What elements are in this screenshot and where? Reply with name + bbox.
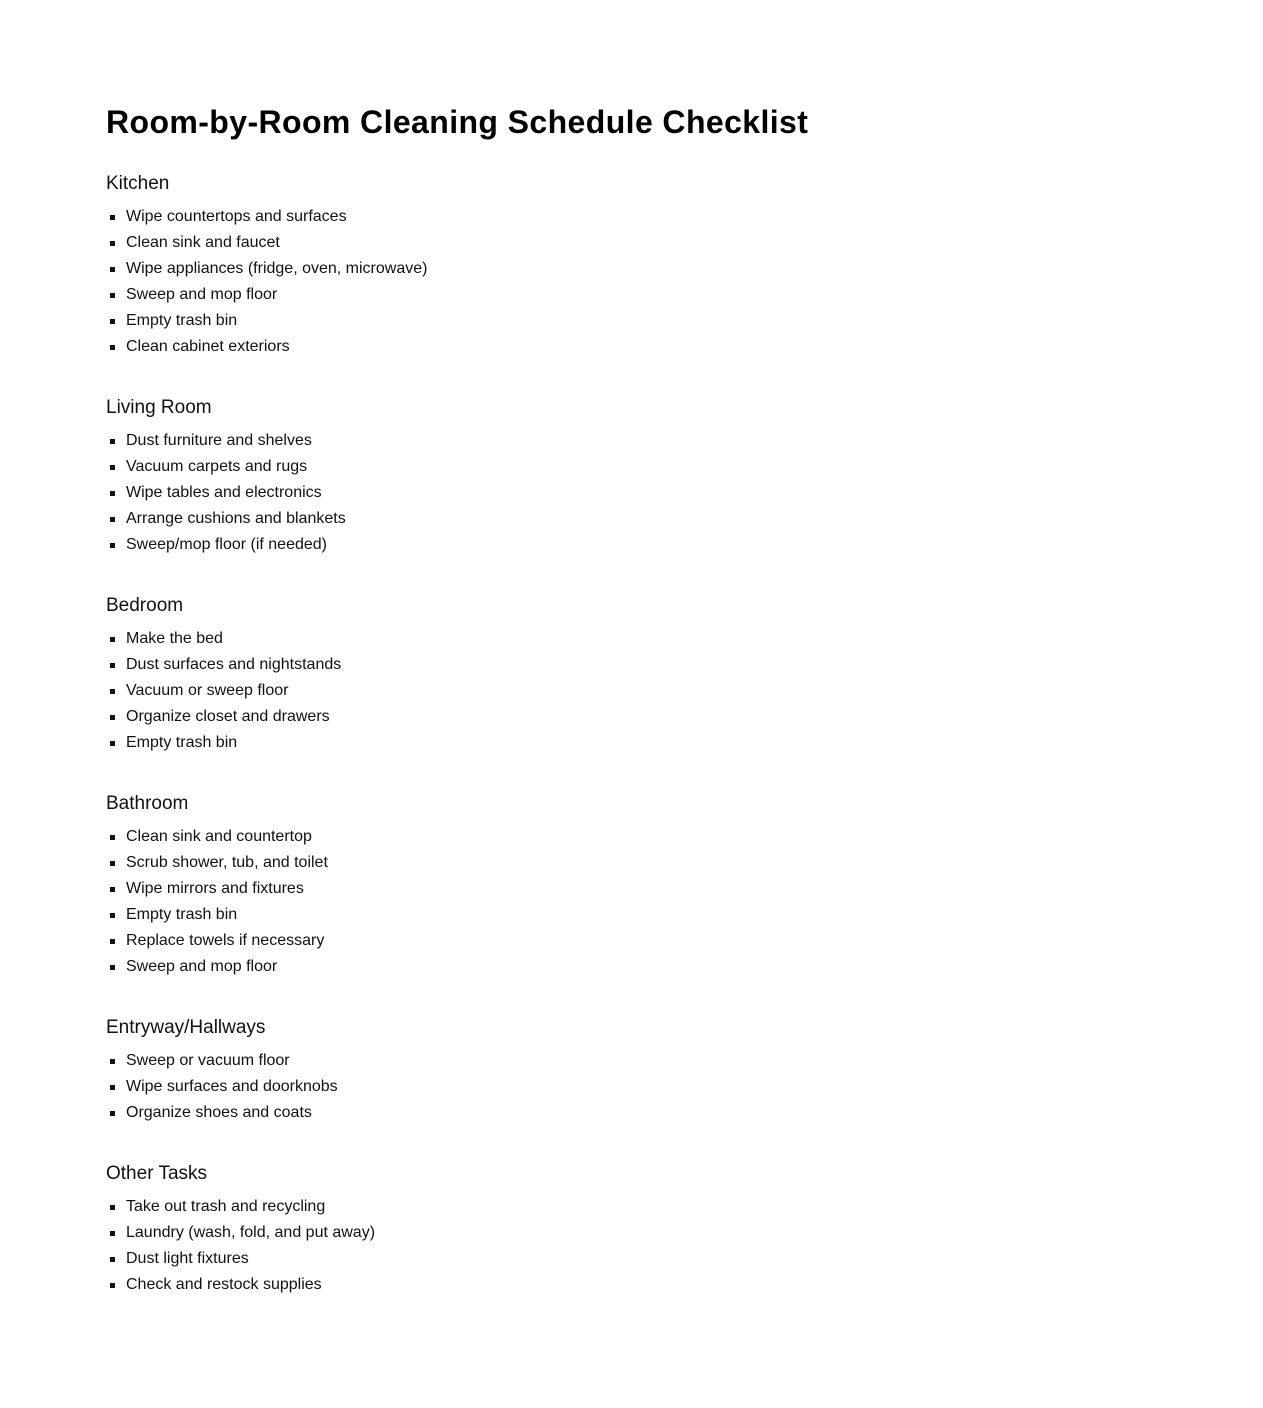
section-kitchen [106, 172, 1156, 360]
list-item-text: Vacuum or sweep floor [126, 682, 289, 699]
section-heading: Other Tasks [106, 1163, 208, 1184]
list-item-text: Arrange cushions and blankets [126, 510, 346, 527]
square-bullet-icon [110, 939, 115, 944]
list-item-text: Empty trash bin [126, 312, 238, 329]
square-bullet-icon [110, 1111, 115, 1116]
square-bullet-icon [110, 715, 115, 720]
square-bullet-icon [110, 861, 115, 866]
list-item [106, 230, 1156, 256]
list-item [106, 282, 1156, 308]
task-list [106, 824, 1156, 980]
list-item-text: Wipe countertops and surfaces [126, 208, 347, 225]
section-heading: Living Room [106, 397, 212, 418]
square-bullet-icon [110, 1283, 115, 1288]
list-item [106, 308, 1156, 334]
task-list [106, 626, 1156, 756]
list-item [106, 730, 1156, 756]
square-bullet-icon [110, 1257, 115, 1262]
section-heading: Bedroom [106, 595, 184, 616]
list-item [106, 850, 1156, 876]
page-title: Room-by-Room Cleaning Schedule Checklist [106, 104, 809, 140]
list-item-text: Organize closet and drawers [126, 708, 330, 725]
list-item [106, 824, 1156, 850]
list-item [106, 204, 1156, 230]
square-bullet-icon [110, 241, 115, 246]
square-bullet-icon [110, 965, 115, 970]
document-page [106, 100, 1156, 1298]
list-item-text: Sweep and mop floor [126, 958, 278, 975]
list-item-text: Empty trash bin [126, 734, 238, 751]
square-bullet-icon [110, 741, 115, 746]
list-item-text: Vacuum carpets and rugs [126, 458, 308, 475]
list-item [106, 1220, 1156, 1246]
list-item-text: Wipe mirrors and fixtures [126, 880, 304, 897]
task-list [106, 1194, 1156, 1298]
list-item [106, 1194, 1156, 1220]
square-bullet-icon [110, 689, 115, 694]
list-item-text: Clean sink and faucet [126, 234, 280, 251]
square-bullet-icon [110, 293, 115, 298]
square-bullet-icon [110, 517, 115, 522]
square-bullet-icon [110, 1059, 115, 1064]
square-bullet-icon [110, 1205, 115, 1210]
list-item [106, 928, 1156, 954]
list-item-text: Take out trash and recycling [126, 1198, 326, 1215]
section-living-room [106, 396, 1156, 558]
list-item [106, 1100, 1156, 1126]
section-heading: Kitchen [106, 173, 170, 194]
square-bullet-icon [110, 1231, 115, 1236]
list-item [106, 902, 1156, 928]
task-list [106, 204, 1156, 360]
section-other-tasks [106, 1162, 1156, 1298]
square-bullet-icon [110, 663, 115, 668]
list-item-text: Dust light fixtures [126, 1250, 249, 1267]
section-heading: Entryway/Hallways [106, 1017, 266, 1038]
square-bullet-icon [110, 835, 115, 840]
list-item [106, 652, 1156, 678]
square-bullet-icon [110, 491, 115, 496]
list-item-text: Sweep and mop floor [126, 286, 278, 303]
list-item [106, 506, 1156, 532]
square-bullet-icon [110, 543, 115, 548]
list-item-text: Wipe tables and electronics [126, 484, 322, 501]
square-bullet-icon [110, 465, 115, 470]
list-item-text: Scrub shower, tub, and toilet [126, 854, 328, 871]
list-item-text: Clean sink and countertop [126, 828, 312, 845]
list-item [106, 532, 1156, 558]
task-list [106, 1048, 1156, 1126]
list-item-text: Dust surfaces and nightstands [126, 656, 342, 673]
list-item [106, 1048, 1156, 1074]
list-item [106, 678, 1156, 704]
list-item [106, 1074, 1156, 1100]
list-item [106, 256, 1156, 282]
section-entryway-hallways [106, 1016, 1156, 1126]
square-bullet-icon [110, 345, 115, 350]
list-item [106, 334, 1156, 360]
section-heading: Bathroom [106, 793, 189, 814]
section-bedroom [106, 594, 1156, 756]
list-item-text: Wipe appliances (fridge, oven, microwave) [126, 260, 428, 277]
task-list [106, 428, 1156, 558]
list-item [106, 454, 1156, 480]
list-item-text: Empty trash bin [126, 906, 238, 923]
list-item-text: Check and restock supplies [126, 1276, 322, 1293]
list-item [106, 626, 1156, 652]
list-item [106, 1246, 1156, 1272]
square-bullet-icon [110, 319, 115, 324]
list-item [106, 704, 1156, 730]
sections-container [106, 172, 1156, 1298]
list-item-text: Laundry (wash, fold, and put away) [126, 1224, 376, 1241]
list-item-text: Dust furniture and shelves [126, 432, 312, 449]
list-item-text: Wipe surfaces and doorknobs [126, 1078, 338, 1095]
square-bullet-icon [110, 913, 115, 918]
square-bullet-icon [110, 1085, 115, 1090]
section-bathroom [106, 792, 1156, 980]
square-bullet-icon [110, 439, 115, 444]
square-bullet-icon [110, 215, 115, 220]
list-item-text: Organize shoes and coats [126, 1104, 312, 1121]
list-item [106, 428, 1156, 454]
list-item-text: Clean cabinet exteriors [126, 338, 290, 355]
list-item-text: Sweep/mop floor (if needed) [126, 536, 327, 553]
square-bullet-icon [110, 887, 115, 892]
square-bullet-icon [110, 637, 115, 642]
list-item [106, 876, 1156, 902]
list-item [106, 480, 1156, 506]
list-item [106, 1272, 1156, 1298]
list-item-text: Make the bed [126, 630, 223, 647]
list-item-text: Sweep or vacuum floor [126, 1052, 290, 1069]
list-item [106, 954, 1156, 980]
square-bullet-icon [110, 267, 115, 272]
list-item-text: Replace towels if necessary [126, 932, 325, 949]
